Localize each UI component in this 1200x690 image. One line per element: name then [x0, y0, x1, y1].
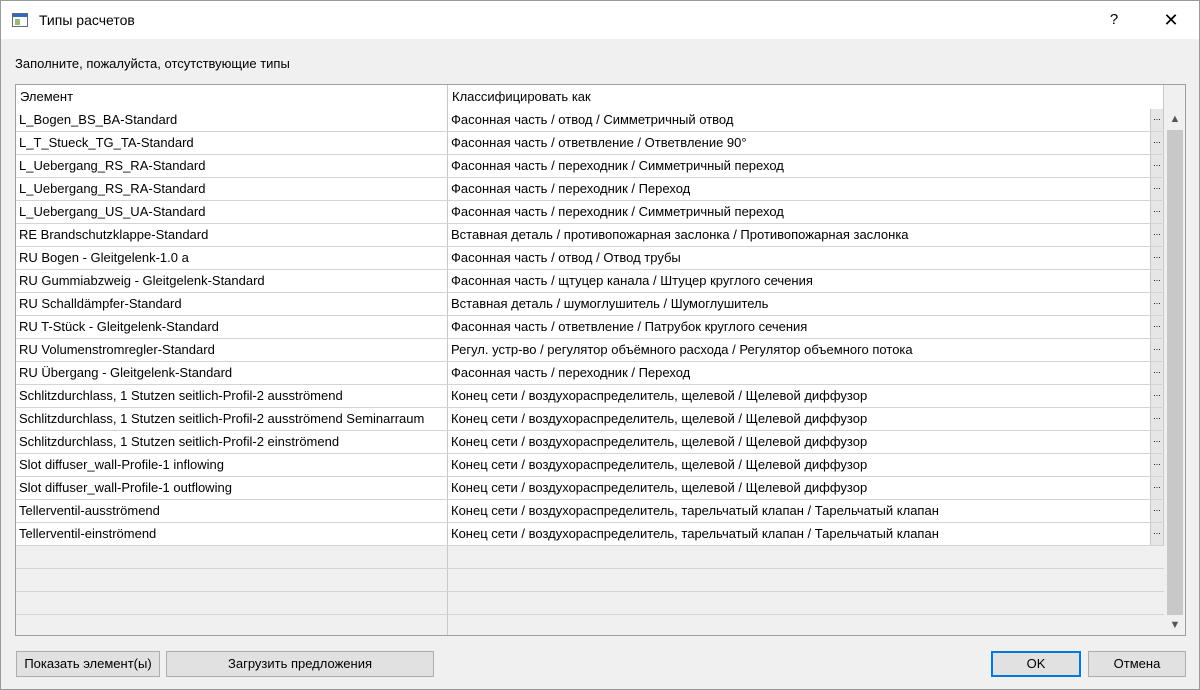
browse-button[interactable]: ...	[1150, 247, 1164, 269]
element-cell[interactable]: RU Gummiabzweig - Gleitgelenk-Standard	[16, 270, 448, 292]
browse-button[interactable]: ...	[1150, 178, 1164, 200]
browse-button[interactable]: ...	[1150, 408, 1164, 430]
table-body	[16, 109, 1164, 636]
browse-button[interactable]: ...	[1150, 132, 1164, 154]
table-row[interactable]	[16, 270, 1164, 293]
classification-cell[interactable]: Фасонная часть / переходник / Симметричный переход	[448, 201, 1150, 223]
element-cell[interactable]: Tellerventil-ausströmend	[16, 500, 448, 522]
title-bar	[1, 1, 1199, 39]
element-cell[interactable]: Tellerventil-einströmend	[16, 523, 448, 545]
load-suggestions-button[interactable]: Загрузить предложения	[166, 651, 434, 677]
empty-cell	[16, 569, 448, 591]
element-cell[interactable]: RE Brandschutzklappe-Standard	[16, 224, 448, 246]
classification-cell[interactable]: Фасонная часть / отвод / Симметричный отвод	[448, 109, 1150, 131]
types-table	[15, 84, 1186, 636]
element-cell[interactable]: Slot diffuser_wall-Profile-1 inflowing	[16, 454, 448, 476]
classification-cell[interactable]: Фасонная часть / ответвление / Патрубок круглого сечения	[448, 316, 1150, 338]
classification-cell[interactable]: Фасонная часть / переходник / Симметричный переход	[448, 155, 1150, 177]
table-row[interactable]	[16, 431, 1164, 454]
classification-cell[interactable]: Конец сети / воздухораспределитель, тарельчатый клапан / Тарельчатый клапан	[448, 523, 1150, 545]
table-row[interactable]	[16, 109, 1164, 132]
classification-cell[interactable]: Фасонная часть / переходник / Переход	[448, 178, 1150, 200]
classification-cell[interactable]: Фасонная часть / щтуцер канала / Штуцер круглого сечения	[448, 270, 1150, 292]
empty-cell	[448, 592, 1164, 614]
empty-row	[16, 569, 1164, 592]
classification-cell[interactable]: Конец сети / воздухораспределитель, тарельчатый клапан / Тарельчатый клапан	[448, 500, 1150, 522]
ok-button[interactable]: OK	[991, 651, 1081, 677]
scroll-down-icon[interactable]: ▼	[1169, 619, 1181, 631]
element-cell[interactable]: Schlitzdurchlass, 1 Stutzen seitlich-Profil-2 einströmend	[16, 431, 448, 453]
window-title: Типы расчетов	[39, 12, 135, 28]
browse-button[interactable]: ...	[1150, 431, 1164, 453]
table-row[interactable]	[16, 408, 1164, 431]
table-header	[16, 85, 1164, 109]
element-cell[interactable]: L_T_Stueck_TG_TA-Standard	[16, 132, 448, 154]
browse-button[interactable]: ...	[1150, 109, 1164, 131]
classification-cell[interactable]: Конец сети / воздухораспределитель, щелевой / Щелевой диффузор	[448, 431, 1150, 453]
table-row[interactable]	[16, 454, 1164, 477]
table-row[interactable]	[16, 362, 1164, 385]
browse-button[interactable]: ...	[1150, 201, 1164, 223]
empty-cell	[16, 615, 448, 636]
show-elements-button[interactable]: Показать элемент(ы)	[16, 651, 160, 677]
table-row[interactable]	[16, 224, 1164, 247]
element-cell[interactable]: RU Übergang - Gleitgelenk-Standard	[16, 362, 448, 384]
browse-button[interactable]: ...	[1150, 385, 1164, 407]
scroll-up-icon[interactable]: ▲	[1169, 113, 1181, 125]
classification-cell[interactable]: Вставная деталь / противопожарная заслонка / Противопожарная заслонка	[448, 224, 1150, 246]
table-row[interactable]	[16, 293, 1164, 316]
table-row[interactable]	[16, 385, 1164, 408]
close-button[interactable]: ✕	[1163, 10, 1179, 30]
browse-button[interactable]: ...	[1150, 339, 1164, 361]
empty-row	[16, 615, 1164, 636]
classification-cell[interactable]: Вставная деталь / шумоглушитель / Шумоглушитель	[448, 293, 1150, 315]
empty-cell	[448, 569, 1164, 591]
browse-button[interactable]: ...	[1150, 224, 1164, 246]
element-cell[interactable]: Schlitzdurchlass, 1 Stutzen seitlich-Profil-2 ausströmend Seminarraum	[16, 408, 448, 430]
browse-button[interactable]: ...	[1150, 293, 1164, 315]
table-row[interactable]	[16, 155, 1164, 178]
empty-row	[16, 592, 1164, 615]
column-header-classify[interactable]: Классифицировать как	[448, 85, 1164, 109]
classification-cell[interactable]: Регул. устр-во / регулятор объёмного расхода / Регулятор объемного потока	[448, 339, 1150, 361]
element-cell[interactable]: L_Uebergang_RS_RA-Standard	[16, 178, 448, 200]
empty-row	[16, 546, 1164, 569]
table-row[interactable]	[16, 247, 1164, 270]
classification-cell[interactable]: Фасонная часть / отвод / Отвод трубы	[448, 247, 1150, 269]
empty-cell	[448, 615, 1164, 636]
classification-cell[interactable]: Фасонная часть / ответвление / Ответвление 90°	[448, 132, 1150, 154]
table-row[interactable]	[16, 132, 1164, 155]
element-cell[interactable]: L_Uebergang_US_UA-Standard	[16, 201, 448, 223]
scroll-thumb[interactable]	[1167, 130, 1183, 615]
table-row[interactable]	[16, 178, 1164, 201]
element-cell[interactable]: Schlitzdurchlass, 1 Stutzen seitlich-Profil-2 ausströmend	[16, 385, 448, 407]
table-row[interactable]	[16, 316, 1164, 339]
empty-cell	[16, 592, 448, 614]
browse-button[interactable]: ...	[1150, 454, 1164, 476]
element-cell[interactable]: RU Schalldämpfer-Standard	[16, 293, 448, 315]
classification-cell[interactable]: Конец сети / воздухораспределитель, щелевой / Щелевой диффузор	[448, 385, 1150, 407]
classification-cell[interactable]: Фасонная часть / переходник / Переход	[448, 362, 1150, 384]
classification-cell[interactable]: Конец сети / воздухораспределитель, щелевой / Щелевой диффузор	[448, 454, 1150, 476]
browse-button[interactable]: ...	[1150, 155, 1164, 177]
browse-button[interactable]: ...	[1150, 477, 1164, 499]
column-header-element[interactable]: Элемент	[16, 85, 448, 109]
empty-cell	[448, 546, 1164, 568]
browse-button[interactable]: ...	[1150, 362, 1164, 384]
instruction-text: Заполните, пожалуйста, отсутствующие типы	[15, 56, 290, 71]
app-icon	[12, 13, 28, 27]
element-cell[interactable]: RU Volumenstromregler-Standard	[16, 339, 448, 361]
cancel-button[interactable]: Отмена	[1088, 651, 1186, 677]
table-row[interactable]	[16, 523, 1164, 546]
element-cell[interactable]: L_Bogen_BS_BA-Standard	[16, 109, 448, 131]
browse-button[interactable]: ...	[1150, 523, 1164, 545]
browse-button[interactable]: ...	[1150, 270, 1164, 292]
help-button[interactable]: ?	[1109, 11, 1119, 28]
element-cell[interactable]: RU Bogen - Gleitgelenk-1.0 a	[16, 247, 448, 269]
browse-button[interactable]: ...	[1150, 500, 1164, 522]
classification-cell[interactable]: Конец сети / воздухораспределитель, щелевой / Щелевой диффузор	[448, 408, 1150, 430]
element-cell[interactable]: Slot diffuser_wall-Profile-1 outflowing	[16, 477, 448, 499]
element-cell[interactable]: RU T-Stück - Gleitgelenk-Standard	[16, 316, 448, 338]
table-row[interactable]	[16, 201, 1164, 224]
browse-button[interactable]: ...	[1150, 316, 1164, 338]
table-row[interactable]	[16, 477, 1164, 500]
empty-cell	[16, 546, 448, 568]
table-row[interactable]	[16, 339, 1164, 362]
vertical-scrollbar[interactable]	[1165, 109, 1185, 635]
element-cell[interactable]: L_Uebergang_RS_RA-Standard	[16, 155, 448, 177]
classification-cell[interactable]: Конец сети / воздухораспределитель, щелевой / Щелевой диффузор	[448, 477, 1150, 499]
table-row[interactable]	[16, 500, 1164, 523]
